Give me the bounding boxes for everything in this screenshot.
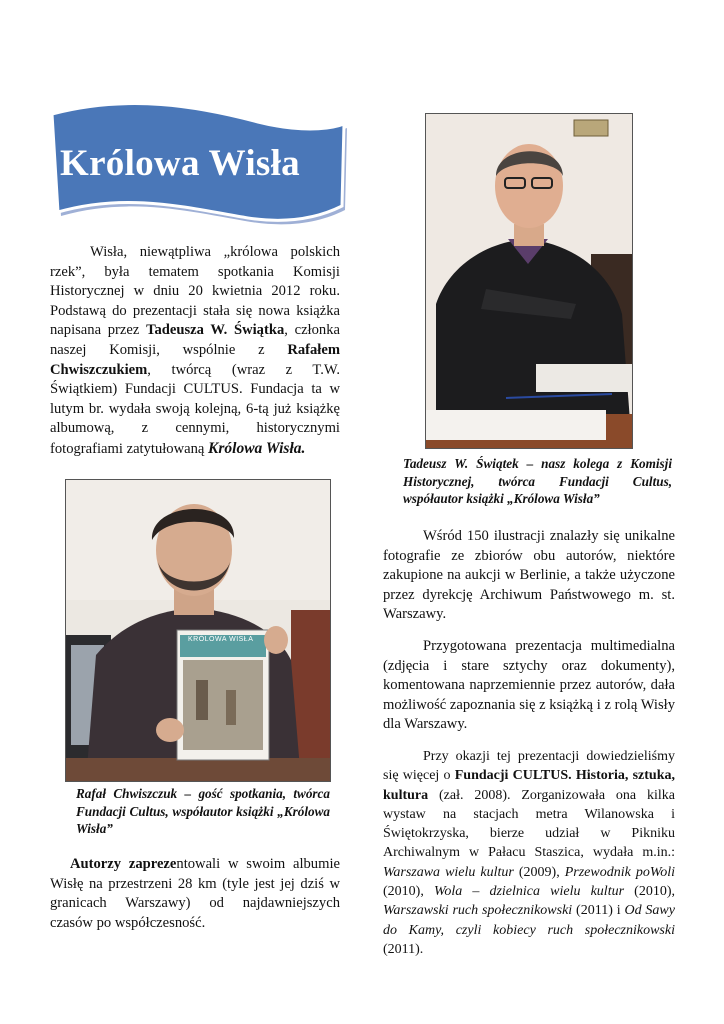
intro-paragraph: Wisła, niewątpliwa „królowa polskich rzek”, była tematem spotkania Komisji Historycznej w dniu 20 kwietnia 2012 roku. Podstawą do prezentacji stała się nowa książka napisana przez Tadeusza W. Świątka, członka naszej Komisji, wspólnie z Rafałem Chwiszczukiem, twórcą (wraz z T.W. Świątkiem) Fundacji CULTUS. Fundacja ta w lutym br. wydała swoją kolejną, 6-tą już książkę albumową, z cennymi, historycznymi fotografiami zatytułowaną Królowa Wisła.: [50, 244, 340, 457]
cultus-paragraph: Przy okazji tej prezentacji dowiedzieliśmy się więcej o Fundacji CULTUS. Historia, sztuka, kultura (zał. 2008). Zorganizowała ona kilka wystaw na stacjach metra Wilanowska i Świętokrzyska, bierze udział w Pikniku Archiwalnym w Pałacu Staszica, wydała m.in.: Warszawa wielu kultur (2009), Przewodnik poWoli (2010), Wola – dzielnica wielu kultur (2010), Warszawski ruch społecznikowski (2011) i Od Sawy do Kamy, czyli kobiecy ruch społecznikowski (2011).: [383, 749, 675, 957]
authors-paragraph: Autorzy zaprezentowali w swoim albumie Wisłę na przestrzeni 28 km (tyle jest jej dziś w granicach Warszawy) od najdawniejszych czasów po współczesność.: [50, 856, 340, 931]
presentation-paragraph: Przygotowana prezentacja multimedialna (zdjęcia i stare sztychy oraz dokumenty), komentowana naprzemiennie przez autorów, dała możliwość zapoznania się z książką i z rolą Wisły dla Warszawy.: [383, 638, 675, 733]
photo-chwiszczuk: [65, 479, 331, 782]
caption-chwiszczuk: Rafał Chwiszczuk – gość spotkania, twórca Fundacji Cultus, współautor książki „Królowa Wisła”: [76, 786, 330, 836]
book-cover-title: KRÓLOWA WISŁA: [188, 636, 254, 643]
foundation-name: Fundacji CULTUS. Historia, sztuka, kultura: [383, 768, 675, 803]
caption-swiatek: Tadeusz W. Świątek – nasz kolega z Komisji Historycznej, twórca Fundacji Cultus, współautor książki „Królowa Wisła”: [403, 456, 672, 506]
photo-swiatek: [425, 113, 633, 449]
author-chwiszczuk: Rafałem Chwiszczukiem: [50, 341, 340, 378]
page-title: Królowa Wisła: [60, 143, 300, 184]
author-swiatek: Tadeusza W. Świątka: [146, 322, 285, 339]
book-title: Królowa Wisła.: [208, 439, 306, 457]
illustrations-paragraph: Wśród 150 ilustracji znalazły się unikalne fotografie ze zbiorów obu autorów, niektóre zakupione na aukcji w Berlinie, a także użyczone przez dyrekcję Archiwum Państwowego m. st. Warszawy.: [383, 528, 675, 623]
